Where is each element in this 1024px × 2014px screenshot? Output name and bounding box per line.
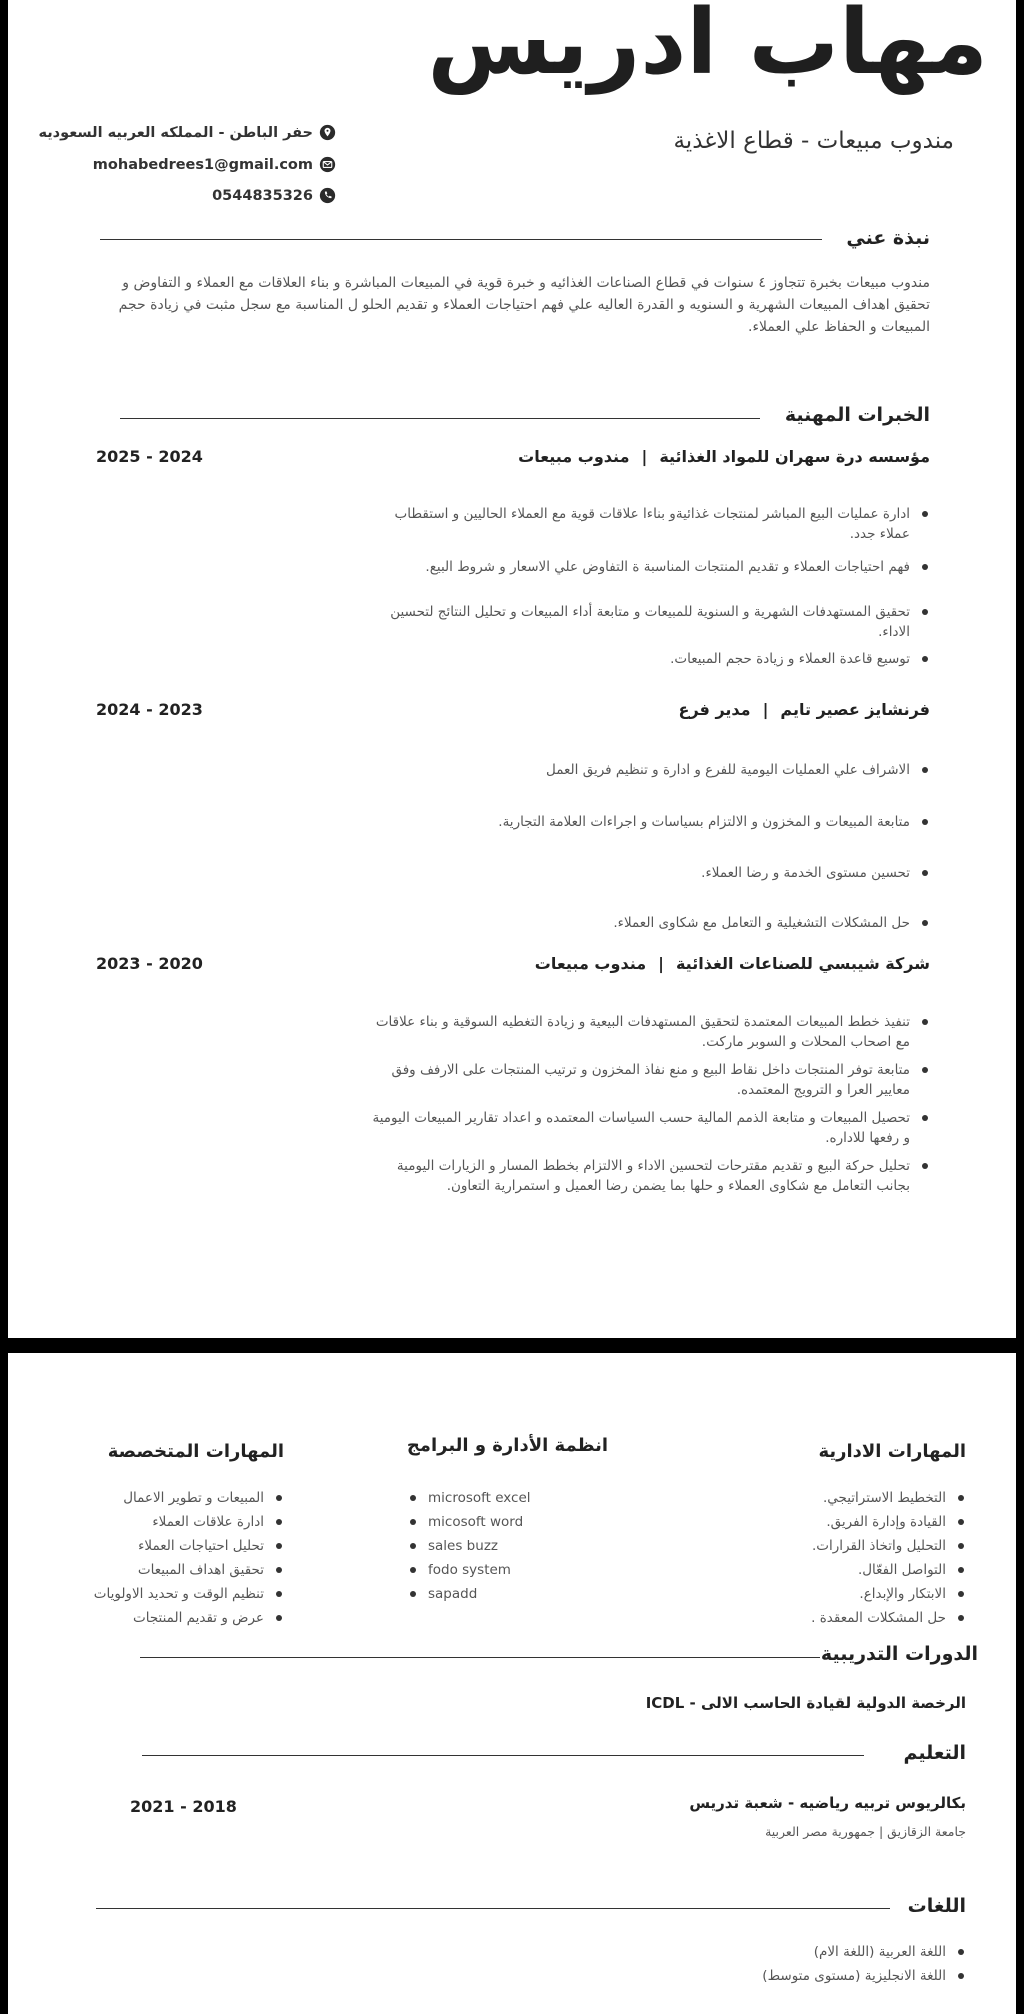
location-text: حفر الباطن - المملكه العربيه السعوديه <box>38 124 313 141</box>
list-item: الابتكار والإبداع. <box>736 1582 966 1606</box>
email-text: mohabedrees1@gmail.com <box>92 156 313 173</box>
languages-divider <box>96 1908 890 1909</box>
education-divider <box>142 1755 864 1756</box>
job-2-heading: فرنشايز عصير تايم|مدير فرع <box>678 700 930 719</box>
list-item: تحقيق اهداف المبيعات <box>54 1558 284 1582</box>
list-item: متابعة توفر المنتجات داخل نقاط البيع و منع نفاذ المخزون و ترتيب المنتجات على الارفف وفق معايير العرا و الترويج المعتمده. <box>370 1060 930 1100</box>
education-dates: 2021 - 2018 <box>130 1797 237 1816</box>
specialized-skills-title: المهارات المتخصصة <box>107 1441 284 1462</box>
courses-divider <box>140 1657 820 1658</box>
list-item: متابعة المبيعات و المخزون و الالتزام بسياسات و اجراءات العلامة التجارية. <box>370 812 930 832</box>
languages-title: اللغات <box>907 1895 966 1917</box>
list-item: تحليل حركة البيع و تقديم مقترحات لتحسين الاداء و الالتزام بخطط المسار و الزيارات اليومية بجانب التعامل مع شكاوى العملاء و حلها بما يضمن رضا العميل و استمرارية التعاون. <box>370 1156 930 1196</box>
job-1-company: مؤسسه درة سهران للمواد الغذائية <box>659 447 930 466</box>
resume-page-2 <box>8 1353 1016 2014</box>
list-item: القيادة وإدارة الفريق. <box>736 1510 966 1534</box>
phone-icon <box>319 187 336 204</box>
list-item: اللغة العربية (اللغة الام) <box>686 1940 966 1964</box>
list-item: تنفيذ خطط المبيعات المعتمدة لتحقيق المستهدفات البيعية و زيادة التغطيه السوقية و بناء علاقات مع اصحاب المحلات و السوبر ماركت. <box>370 1012 930 1052</box>
location-pin-icon <box>319 124 336 141</box>
list-item: تحليل احتياجات العملاء <box>54 1534 284 1558</box>
job-2-dates: 2024 - 2023 <box>96 700 203 719</box>
job-3-role: مندوب مبيعات <box>534 954 647 973</box>
phone-text: 0544835326 <box>212 187 313 204</box>
list-item: حل المشكلات المعقدة . <box>736 1606 966 1630</box>
admin-skills-list <box>736 1486 966 1630</box>
languages-list <box>686 1940 966 1988</box>
list-item: تحسين مستوى الخدمة و رضا العملاء. <box>370 863 930 883</box>
admin-skills-title: المهارات الادارية <box>818 1441 966 1462</box>
list-item: توسيع قاعدة العملاء و زيادة حجم المبيعات. <box>370 649 930 669</box>
list-item: فهم احتياجات العملاء و تقديم المنتجات المناسبة ة التفاوض علي الاسعار و شروط البيع. <box>370 557 930 577</box>
list-item: تحقيق المستهدفات الشهرية و السنوية للمبيعات و متابعة أداء المبيعات و تحليل النتائج لتحسين الاداء. <box>370 602 930 642</box>
job-1-dates: 2025 - 2024 <box>96 447 203 466</box>
list-item: microsoft excel <box>408 1486 608 1510</box>
job-1-duties <box>370 504 930 669</box>
job-3-dates: 2023 - 2020 <box>96 954 203 973</box>
job-2-company: فرنشايز عصير تايم <box>780 700 930 719</box>
list-item: الاشراف علي العمليات اليومية للفرع و ادارة و تنظيم فريق العمل <box>370 760 930 780</box>
list-item: حل المشكلات التشغيلية و التعامل مع شكاوى العملاء. <box>370 913 930 933</box>
job-3-duties <box>370 1012 930 1196</box>
specialized-skills-list <box>54 1486 284 1630</box>
job-1-role: مندوب مبيعات <box>518 447 630 466</box>
contact-location <box>38 124 336 141</box>
job-title: مندوب مبيعات - قطاع الاغذية <box>673 128 954 154</box>
list-item: sales buzz <box>408 1534 608 1558</box>
list-item: اللغة الانجليزية (مستوى متوسط) <box>686 1964 966 1988</box>
about-text: مندوب مبيعات بخبرة تتجاوز ٤ سنوات في قطاع الصناعات الغذائيه و خبرة قوية في المبيعات المباشرة و بناء العلاقات مع العملاء و التفاوض و تحقيق اهداف المبيعات الشهرية و السنويه و القدرة العاليه علي فهم احتياجات العملاء و تقديم الحلو ل المناسبة مع سجل مثبت في زيادة حجم المبيعات و الحفاظ علي العملاء. <box>118 275 930 335</box>
list-item: التواصل الفعّال. <box>736 1558 966 1582</box>
job-2-role: مدير فرع <box>678 700 751 719</box>
list-item: ادارة علاقات العملاء <box>54 1510 284 1534</box>
contact-phone[interactable] <box>212 187 336 204</box>
resume-page-1 <box>8 0 1016 1338</box>
list-item: fodo system <box>408 1558 608 1582</box>
systems-list <box>408 1486 608 1606</box>
systems-title: انظمة الأدارة و البرامج <box>406 1435 608 1456</box>
about-title: نبذة عني <box>846 227 930 249</box>
list-item: المبيعات و تطوير الاعمال <box>54 1486 284 1510</box>
courses-title: الدورات التدريبية <box>820 1643 978 1665</box>
email-icon <box>319 156 336 173</box>
experience-divider <box>120 418 760 419</box>
list-item: تحصيل المبيعات و متابعة الذمم المالية حسب السياسات المعتمده و اعداد تقارير المبيعات اليومية و رفعها للاداره. <box>370 1108 930 1148</box>
list-item: تنظيم الوقت و تحديد الاولويات <box>54 1582 284 1606</box>
list-item: ادارة عمليات البيع المباشر لمنتجات غذائيةو بناءا علاقات قوية مع العملاء الحاليين و استقطاب عملاء جدد. <box>370 504 930 544</box>
education-title: التعليم <box>903 1742 966 1764</box>
candidate-name: مهاب ادريس <box>427 0 988 95</box>
experience-title: الخبرات المهنية <box>784 404 930 426</box>
list-item: sapadd <box>408 1582 608 1606</box>
job-3-heading: شركة شيبسي للصناعات الغذائية|مندوب مبيعات <box>534 954 930 973</box>
education-degree: بكالريوس تربيه رياضيه - شعبة تدريس <box>689 1794 966 1812</box>
job-1-heading: مؤسسه درة سهران للمواد الغذائية|مندوب مبيعات <box>518 447 930 466</box>
list-item: التخطيط الاستراتيجي. <box>736 1486 966 1510</box>
job-3-company: شركة شيبسي للصناعات الغذائية <box>675 954 930 973</box>
list-item: micosoft word <box>408 1510 608 1534</box>
job-2-duties <box>370 760 930 933</box>
education-school: جامعة الزقازيق | جمهورية مصر العربية <box>765 1824 966 1839</box>
list-item: التحليل واتخاذ القرارات. <box>736 1534 966 1558</box>
list-item: عرض و تقديم المنتجات <box>54 1606 284 1630</box>
about-divider <box>100 239 822 240</box>
course-item: الرخصة الدولية لقيادة الحاسب الالى - ICDL <box>645 1694 966 1712</box>
contact-email[interactable] <box>93 156 336 173</box>
